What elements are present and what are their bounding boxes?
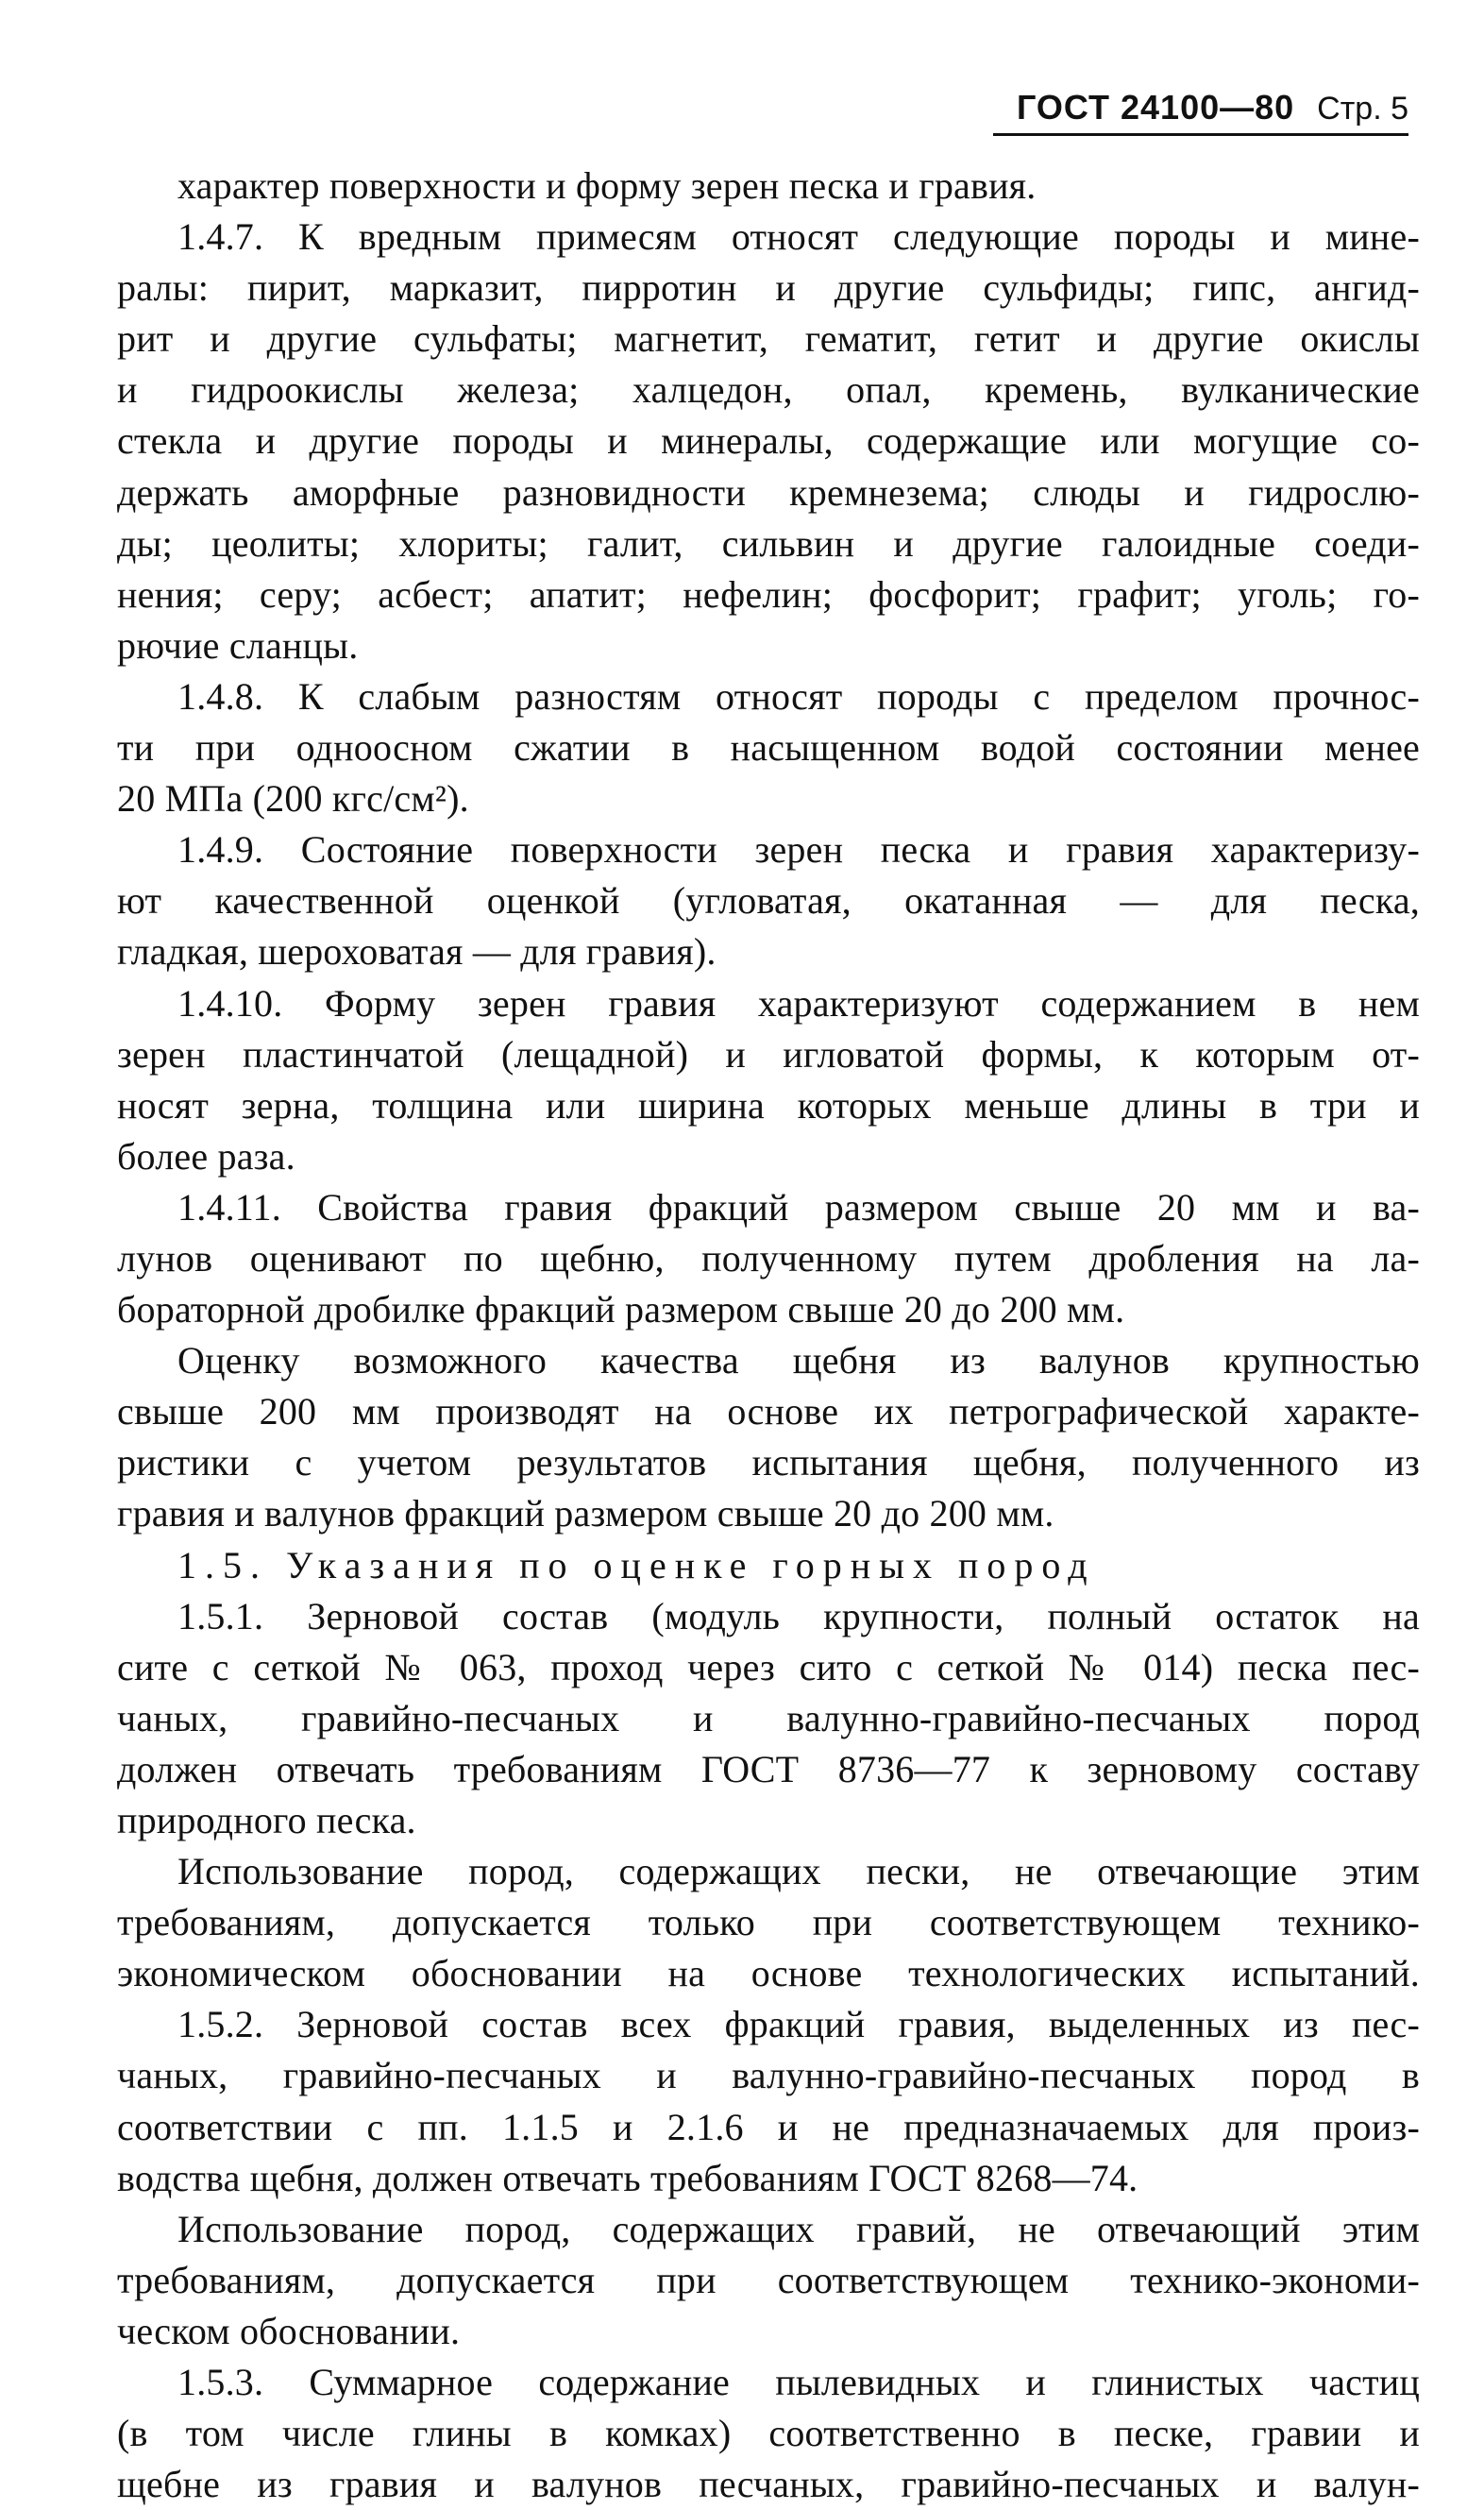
text-line: ют качественной оценкой (угловатая, окатанная — для песка, [117,879,1420,923]
text-line: нения; серу; асбест; апатит; нефелин; фосфорит; графит; уголь; го- [117,572,1420,616]
text-line: ралы: пирит, марказит, пирротин и другие сульфиды; гипс, ангид- [117,266,1420,310]
text-line: Оценку возможного качества щебня из валунов крупностью [177,1339,1420,1382]
text-line: рит и другие сульфаты; магнетит, гематит, гетит и другие окислы [117,317,1420,361]
text-line: гравия и валунов фракций размером свыше 20 до 200 мм. [117,1492,1054,1535]
text-line: чаных, гравийно-песчаных и валунно-гравийно-песчаных пород в [117,2054,1420,2097]
text-line: экономическом обосновании на основе технологических испытаний. [117,1952,1420,1995]
text-line: водства щебня, должен отвечать требованиям ГОСТ 8268—74. [117,2156,1138,2199]
text-line: характер поверхности и форму зерен песка и гравия. [177,164,1037,207]
text-line: 1.4.8. К слабым разностям относят породы с пределом прочнос- [177,674,1420,718]
text-line: требованиям, допускается при соответствующем технико-экономи- [117,2258,1420,2301]
text-line: чаных, гравийно-песчаных и валунно-гравийно-песчаных пород [117,1696,1420,1739]
text-line: ческом обосновании. [117,2309,461,2352]
text-line: Использование пород, содержащих гравий, не отвечающий этим [177,2207,1420,2250]
text-line: рючие сланцы. [117,623,359,667]
text-line: 1.4.9. Состояние поверхности зерен песка и гравия характеризу- [177,828,1420,872]
text-line: бораторной дробилке фракций размером свыше 20 до 200 мм. [117,1288,1125,1331]
text-line: природного песка. [117,1799,416,1841]
text-line: ристики с учетом результатов испытания щебня, полученного из [117,1441,1420,1484]
text-line: гладкая, шероховатая — для гравия). [117,930,717,974]
standard-number: ГОСТ 24100—80 [1016,88,1295,127]
text-line: сите с сеткой № 063, проход через сито с сеткой № 014) песка пес- [117,1645,1420,1688]
text-line: 1.5.1. Зерновой состав (модуль крупности, полный остаток на [177,1594,1420,1637]
document-body [117,161,1420,2510]
text-line: Использование пород, содержащих пески, не отвечающие этим [177,1850,1420,1893]
text-line: зерен пластинчатой (лещадной) и игловатой формы, к которым от- [117,1032,1420,1076]
text-line: щебне из гравия и валунов песчаных, гравийно-песчаных и валун- [117,2463,1420,2506]
text-line: стекла и другие породы и минералы, содержащие или могущие со- [117,419,1420,463]
text-line: держать аморфные разновидности кремнезема; слюды и гидрослю- [117,470,1420,514]
text-line: требованиям, допускается только при соответствующем технико- [117,1901,1420,1944]
page-header [993,79,1408,136]
text-line: 1.5.3. Суммарное содержание пылевидных и глинистых частиц [177,2361,1420,2404]
text-line: соответствии с пп. 1.1.5 и 2.1.6 и не предназначаемых для произ- [117,2105,1420,2148]
text-line: 1.4.10. Форму зерен гравия характеризуют содержанием в нем [177,981,1420,1025]
text-line: 1.4.7. К вредным примесям относят следующие породы и мине- [177,215,1420,259]
text-line: 1.4.11. Свойства гравия фракций размером свыше 20 мм и ва- [177,1185,1420,1229]
text-line: и гидроокислы железа; халцедон, опал, кремень, вулканические [117,368,1420,412]
text-line: более раза. [117,1134,295,1178]
section-heading: 1.5. Указания по оценке горных пород [177,1543,1096,1586]
text-line: носят зерна, толщина или ширина которых меньше длины в три и [117,1083,1420,1127]
page-number: Стр. 5 [1317,91,1408,127]
text-line: ти при одноосном сжатии в насыщенном водой состоянии менее [117,726,1420,770]
text-line: лунов оценивают по щебню, полученному путем дробления на ла- [117,1236,1420,1280]
text-line: (в том числе глины в комках) соответственно в песке, гравии и [117,2412,1420,2455]
text-line: 1.5.2. Зерновой состав всех фракций гравия, выделенных из пес- [177,2003,1420,2046]
text-line: ды; цеолиты; хлориты; галит, сильвин и другие галоидные соеди- [117,521,1420,565]
text-line: свыше 200 мм производят на основе их петрографической характе- [117,1390,1420,1433]
text-line: 20 МПа (200 кгс/см²). [117,777,469,821]
text-line: должен отвечать требованиям ГОСТ 8736—77 к зерновому составу [117,1747,1420,1790]
